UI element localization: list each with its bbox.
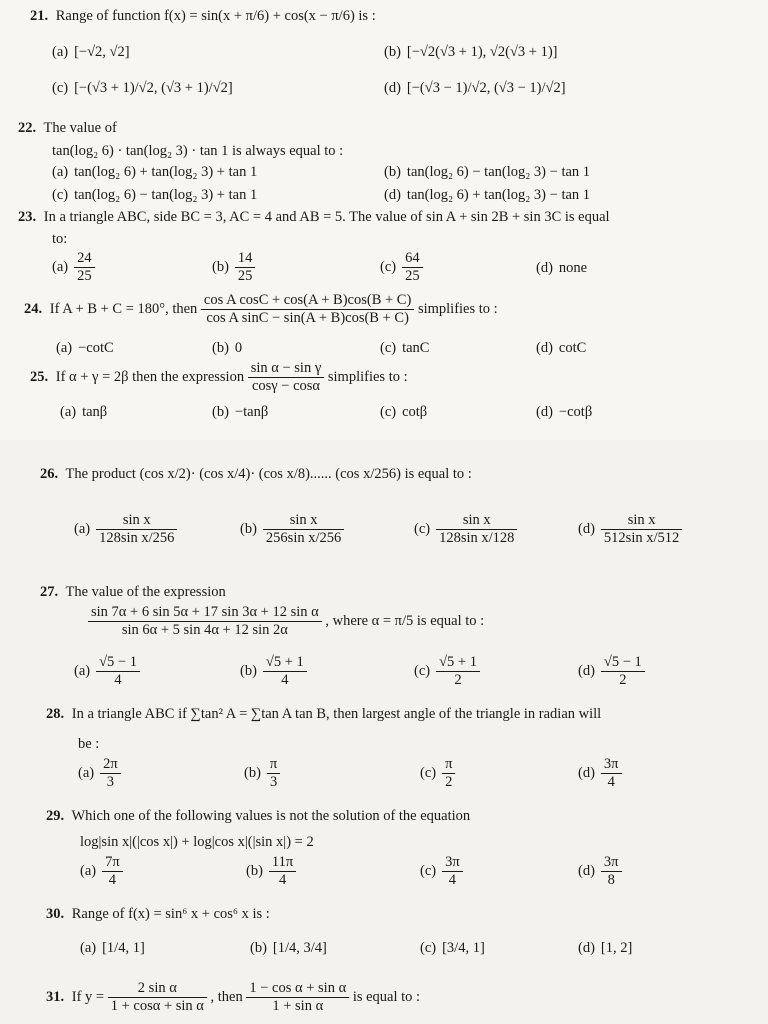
q23-option-a: (a) $\frac{24}{25}$ — [52, 250, 95, 286]
question-30 — [46, 906, 270, 923]
q31-expression-fraction: $\frac{\text{1 − cos α + sin α}}{\text{1 + sin α}}$ — [246, 980, 349, 1016]
q28-option-c: (c) $\frac{\pi}{2}$ — [420, 756, 455, 792]
q24-option-a: (a) −cotC — [56, 340, 114, 356]
q27-option-b: (b) $\frac{√5 + 1}{4}$ — [240, 654, 307, 690]
question-31: 31. If y = $\frac{\text{2 sin α}}{\text{1 + cosα + sin α}}$ , then $\frac{\text{1 − cos α + sin α}}{\text{1 + sin α}}$ is equal to : — [46, 980, 421, 1015]
q27-option-d: (d) $\frac{√5 - 1}{2}$ — [578, 654, 645, 690]
question-stem: Range of function f(x) = sin(x + π/6) + cos(x − π/6) is : — [55, 8, 376, 24]
q22-option-b: (b) tan(log₂ 6) − tan(log₂ 3) − tan 1 — [384, 164, 591, 180]
q25-option-a: (a) tanβ — [60, 404, 108, 420]
q29-option-c: (c) $\frac{3\pi}{4}$ — [420, 854, 463, 890]
q23-option-d: (d) none — [536, 260, 588, 276]
question-28 — [46, 706, 601, 723]
q23-stem-cont: to: — [52, 231, 68, 247]
q29-option-d: (d) $\frac{3\pi}{8}$ — [578, 854, 622, 890]
q23-option-b: (b) $\frac{14}{25}$ — [212, 250, 255, 286]
q25-option-d: (d) −cotβ — [536, 404, 593, 420]
q27-option-a: (a) $\frac{√5 - 1}{4}$ — [74, 654, 140, 690]
q21-option-d: (d) [−(√3 − 1)/√2, (√3 − 1)/√2] — [384, 80, 566, 96]
q30-option-a: (a) [1/4, 1] — [80, 940, 145, 956]
question-number: 22. — [18, 120, 37, 136]
q22-option-c: (c) tan(log₂ 6) − tan(log₂ 3) + tan 1 — [52, 187, 258, 203]
q24-option-c: (c) tanC — [380, 340, 430, 356]
question-number: 23. — [18, 209, 37, 225]
q25-option-b: (b) −tanβ — [212, 404, 269, 420]
question-22 — [18, 120, 117, 137]
q25-fraction: $\frac{\text{sin α − sin γ}}{\cos\gamma - \cos\alpha}$ — [248, 360, 325, 396]
question-stem: In a triangle ABC if ∑tan² A = ∑tan A tan B, then largest angle of the triangle in radian will — [71, 706, 602, 722]
q22-option-a: (a) tan(log₂ 6) + tan(log₂ 3) + tan 1 — [52, 164, 258, 180]
question-number: 21. — [30, 8, 49, 24]
q22-option-d: (d) tan(log₂ 6) + tan(log₂ 3) − tan 1 — [384, 187, 591, 203]
question-21 — [30, 8, 376, 25]
q29-option-a: (a) $\frac{7\pi}{4}$ — [80, 854, 123, 890]
question-26: 26. The product (cos x/2)· (cos x/4)· (cos x/8)...... (cos x/256) is equal to : — [40, 466, 472, 482]
q21-option-c: (c) [−(√3 + 1)/√2, (√3 + 1)/√2] — [52, 80, 233, 96]
q24-fraction: $\frac{\text{cos A cosC + cos(A + B)cos(B + C)}}{\text{cos A sinC − sin(A + B)cos(B + C)}}$ — [201, 292, 414, 328]
question-number: 26. — [40, 466, 59, 482]
q29-option-b: (b) $\frac{11\pi}{4}$ — [246, 854, 296, 890]
q28-option-a: (a) $\frac{2\pi}{3}$ — [78, 756, 121, 792]
q26-option-a: (a) $\frac{\text{sin x}}{\text{128sin x/256}}$ — [74, 512, 177, 548]
q23-option-c: (c) $\frac{64}{25}$ — [380, 250, 423, 286]
question-number: 29. — [46, 808, 65, 824]
question-stem: The value of the expression — [65, 584, 226, 600]
q21-option-a: (a) [−√2, √2] — [52, 44, 130, 60]
q28-stem-cont: be : — [78, 736, 100, 752]
q28-option-b: (b) $\frac{\pi}{3}$ — [244, 756, 280, 792]
q24-option-d: (d) cotC — [536, 340, 587, 356]
question-25: 25. If α + γ = 2β then the expression $\frac{\text{sin α − sin γ}}{\cos\gamma - \cos\alpha}$ simplifies to : — [30, 360, 408, 395]
q30-option-b: (b) [1/4, 3/4] — [250, 940, 327, 956]
question-number: 24. — [24, 301, 43, 318]
question-stem: The value of — [43, 120, 117, 136]
question-stem: Range of f(x) = sin⁶ x + cos⁶ x is : — [71, 906, 270, 922]
q27-expression: $\frac{\text{sin 7α + 6 sin 5α + 17 sin 3α + 12 sin α}}{\sin 6\alpha + 5 \sin 4\alpha + 12 \sin 2\alpha}$ , where α = π/5 is equal to : — [88, 604, 484, 640]
q21-option-b: (b) [−√2(√3 + 1), √2(√3 + 1)] — [384, 44, 558, 60]
q31-y-fraction: $\frac{\text{2 sin α}}{\text{1 + cosα + sin α}}$ — [108, 980, 207, 1016]
q29-equation: log|sin x|(|cos x|) + log|cos x|(|sin x|) = 2 — [80, 834, 314, 850]
question-24: 24. If A + B + C = 180°, then $\frac{\text{cos A cosC + cos(A + B)cos(B + C)}}{\text{cos A sinC − sin(A + B)cos(B + C)}}$ simplifies to : — [24, 292, 498, 327]
q26-option-b: (b) $\frac{\text{sin x}}{\text{256sin x/256}}$ — [240, 512, 344, 548]
question-27 — [40, 584, 226, 601]
question-stem: Which one of the following values is not the solution of the equation — [71, 808, 471, 824]
question-number: 25. — [30, 369, 49, 386]
q30-option-d: (d) [1, 2] — [578, 940, 633, 956]
question-number: 27. — [40, 584, 59, 600]
q30-option-c: (c) [3/4, 1] — [420, 940, 485, 956]
q24-option-b: (b) 0 — [212, 340, 243, 356]
question-number: 31. — [46, 989, 65, 1006]
q28-option-d: (d) $\frac{3\pi}{4}$ — [578, 756, 622, 792]
q26-option-c: (c) $\frac{\text{sin x}}{\text{128sin x/128}}$ — [414, 512, 517, 548]
question-number: 28. — [46, 706, 65, 722]
q25-option-c: (c) cotβ — [380, 404, 428, 420]
q27-option-c: (c) $\frac{√5 + 1}{2}$ — [414, 654, 480, 690]
question-23 — [18, 209, 610, 226]
question-stem: In a triangle ABC, side BC = 3, AC = 4 and AB = 5. The value of sin A + sin 2B + sin 3C is equal — [43, 209, 610, 225]
question-number: 30. — [46, 906, 65, 922]
q22-expression: tan(log₂ 6) · tan(log₂ 3) · tan 1 is always equal to : — [52, 143, 344, 159]
q26-option-d: (d) $\frac{\text{sin x}}{\text{512sin x/512}}$ — [578, 512, 682, 548]
question-29 — [46, 808, 470, 825]
